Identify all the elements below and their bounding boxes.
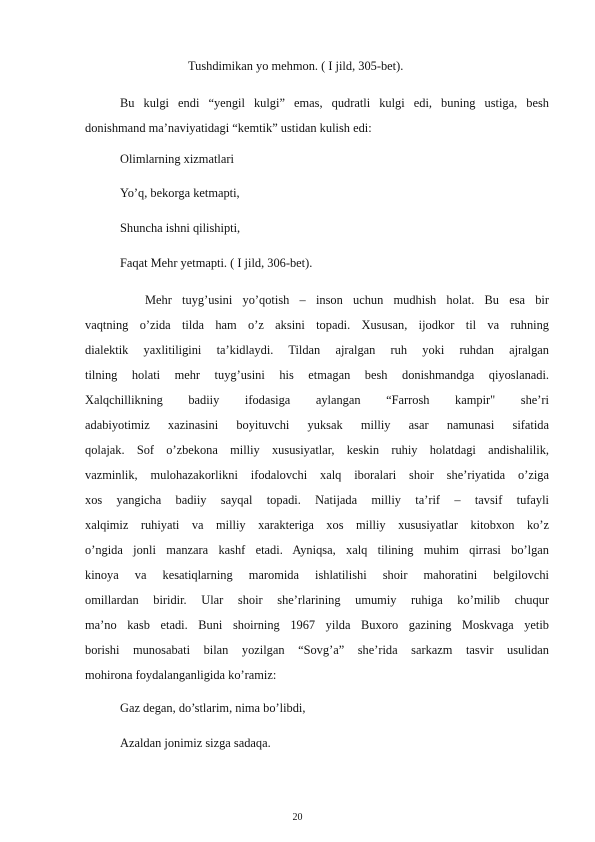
citation-line: Tushdimikan yo mehmon. ( I jild, 305-bet). [188,59,404,73]
poem-citation-line: Faqat Mehr yetmapti. ( I jild, 306-bet). [120,256,313,270]
poem-line: Yo’q, bekorga ketmapti, [120,186,240,200]
paragraph-line: o’ngida jonli manzara kashf etadi. Ayniqsa, xalq tilining muhim qirrasi bo’lgan [85,543,549,557]
paragraph-line: Bu kulgi endi “yengil kulgi” emas, qudratli kulgi edi, buning ustiga, besh [120,96,549,110]
paragraph-line: mohirona foydalanganligida ko’ramiz: [85,668,277,682]
page-number: 20 [292,812,303,823]
paragraph-line: vaqtning o’zida tilda ham o’z aksini topadi. Xususan, ijodkor til va ruhning [85,318,549,332]
paragraph-line: kinoya va kesatiqlarning maromida ishlatilishi shoir mahoratini belgilovchi [85,568,549,582]
paragraph-line: ma’no kasb etadi. Buni shoirning 1967 yilda Buxoro gazining Moskvaga yetib [85,618,549,632]
poem-line: Olimlarning xizmatlari [120,152,234,166]
paragraph-line: xos yangicha badiiy sayqal topadi. Natijada milliy ta’rif – tavsif tufayli [85,493,549,507]
paragraph-line: omillardan biridir. Ular shoir she’rlarining umumiy ruhiga ko’milib chuqur [85,593,549,607]
paragraph-line: qolajak. Sof o’zbekona milliy xususiyatlar, keskin ruhiy holatdagi andishalilik, [85,443,549,457]
paragraph-line: adabiyotimiz xazinasini boyituvchi yuksak milliy asar namunasi sifatida [85,418,549,432]
paragraph-line: xalqimiz ruhiyati va milliy xarakteriga xos milliy xususiyatlar kitobxon ko’z [85,518,549,532]
paragraph-line: Xalqchillikning badiiy ifodasiga aylangan “Farrosh kampir" she’ri [85,393,549,407]
paragraph-line: tilning holati mehr tuyg’usini his etmagan besh donishmandga qiyoslanadi. [85,368,549,382]
paragraph-line: vazminlik, mulohazakorlikni ifodalovchi xalq iboralari shoir she’riyatida o’ziga [85,468,549,482]
poem-line: Gaz degan, do’stlarim, nima bo’libdi, [120,701,306,715]
paragraph-line: borishi munosabati bilan yozilgan “Sovg’a” she’rida sarkazm tasvir usulidan [85,643,549,657]
poem-line: Shuncha ishni qilishipti, [120,221,241,235]
paragraph-line: dialektik yaxlitiligini ta’kidlaydi. Tildan ajralgan ruh yoki ruhdan ajralgan [85,343,549,357]
paragraph-line: Mehr tuyg’usini yo’qotish – inson uchun mudhish holat. Bu esa bir [145,293,549,307]
paragraph-line: donishmand ma’naviyatidagi “kemtik” ustidan kulish edi: [85,121,372,135]
poem-line: Azaldan jonimiz sizga sadaqa. [120,736,271,750]
